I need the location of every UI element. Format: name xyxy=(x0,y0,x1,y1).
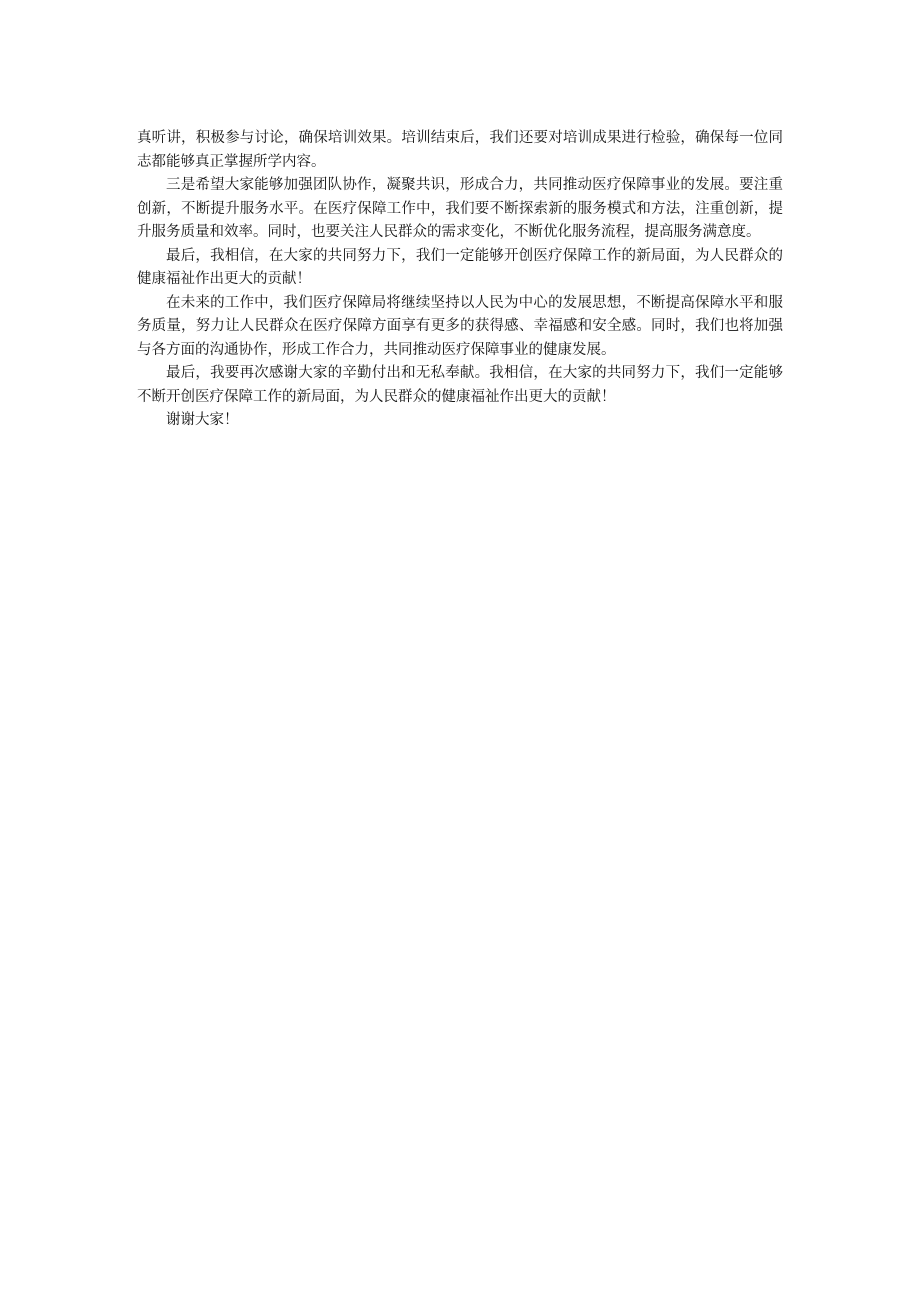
paragraph-future-work: 在未来的工作中，我们医疗保障局将继续坚持以人民为中心的发展思想，不断提高保障水平和服务质量，努力让人民群众在医疗保障方面享有更多的获得感、幸福感和安全感。同时，我们也将加强与各方面的沟通协作，形成工作合力，共同推动医疗保障事业的健康发展。 xyxy=(137,294,783,358)
paragraph-confidence: 最后，我相信，在大家的共同努力下，我们一定能够开创医疗保障工作的新局面，为人民群众的健康福祉作出更大的贡献！ xyxy=(137,247,783,287)
paragraph-teamwork: 三是希望大家能够加强团队协作，凝聚共识，形成合力，共同推动医疗保障事业的发展。要注重创新，不断提升服务水平。在医疗保障工作中，我们要不断探索新的服务模式和方法，注重创新，提升服务质量和效率。同时，也要关注人民群众的需求变化，不断优化服务流程，提高服务满意度。 xyxy=(137,177,783,240)
paragraph-closing: 谢谢大家！ xyxy=(166,412,239,428)
paragraph-thanks: 最后，我要再次感谢大家的辛勤付出和无私奉献。我相信，在大家的共同努力下，我们一定能够不断开创医疗保障工作的新局面，为人民群众的健康福祉作出更大的贡献！ xyxy=(137,365,783,405)
paragraph-continuation: 真听讲，积极参与讨论，确保培训效果。培训结束后，我们还要对培训成果进行检验，确保每一位同志都能够真正掌握所学内容。 xyxy=(137,130,783,170)
document-body xyxy=(137,127,783,433)
